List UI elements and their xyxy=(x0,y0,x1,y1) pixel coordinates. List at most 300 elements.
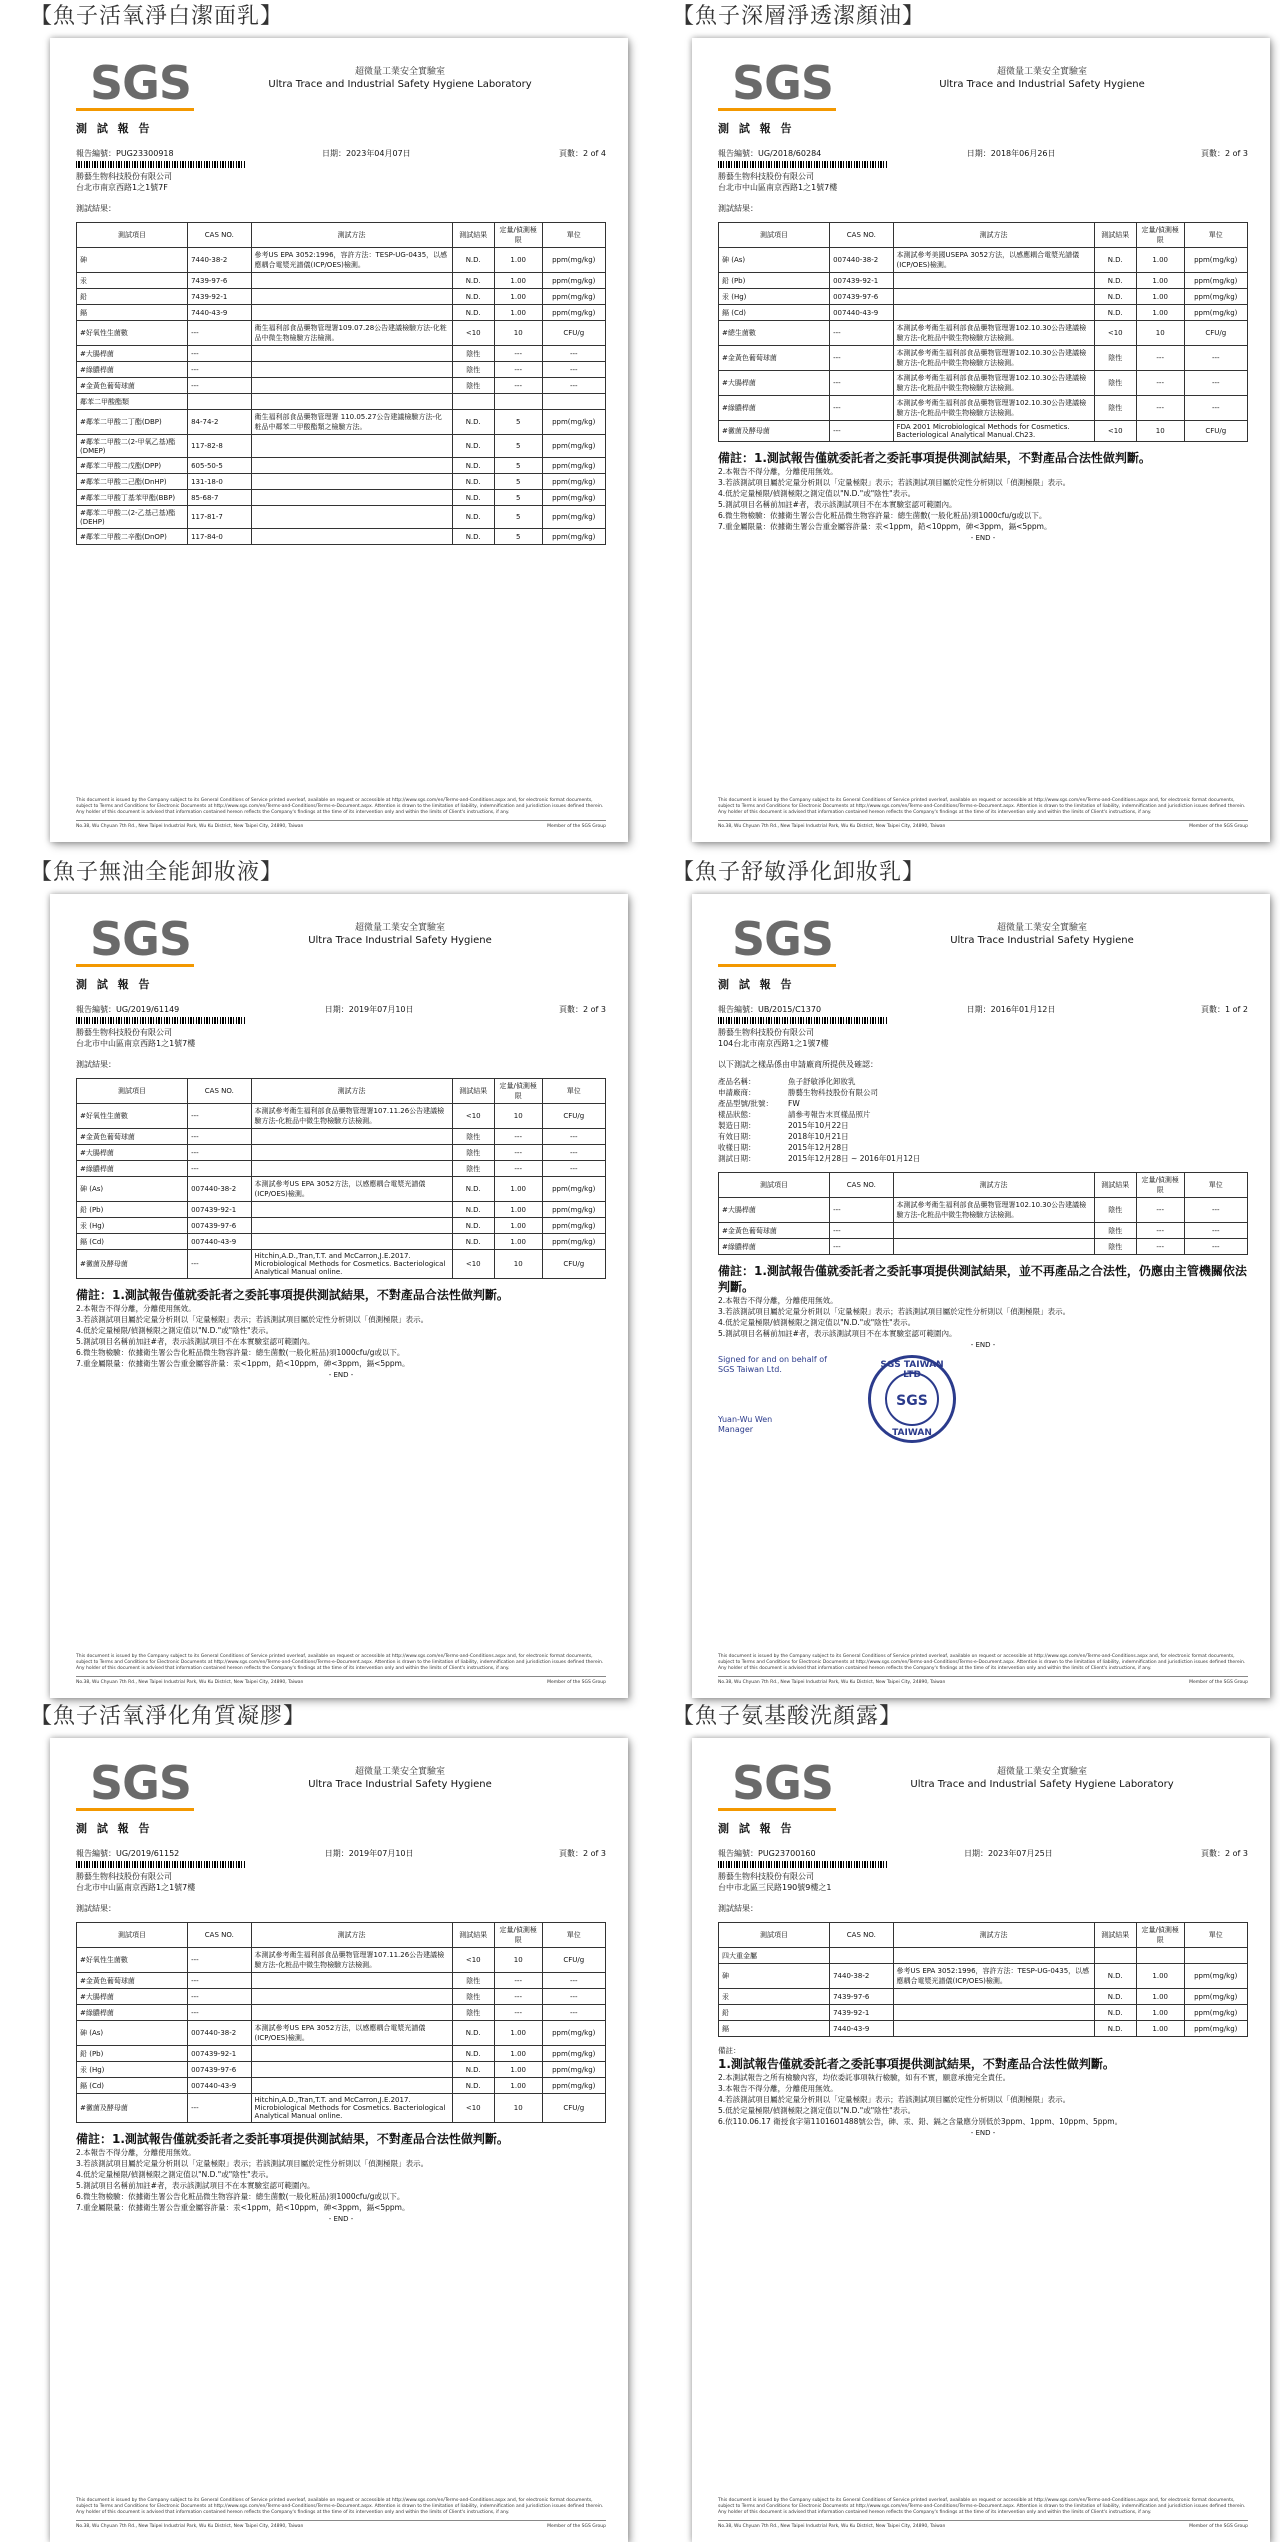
table-row xyxy=(77,1129,606,1145)
table-header: 測試方法 xyxy=(251,1923,452,1948)
table-cell: 本測試參考衛生福利部食品藥物管理署102.10.30公告建議檢驗方法-化粧品中微生物檢驗方法檢測。 xyxy=(893,1198,1094,1223)
footer-address: No.38, Wu Chyuan 7th Rd., New Taipei Industrial Park, Wu Ku District, New Taipei City, 24890, Taiwan xyxy=(76,824,304,829)
table-cell: 1.00 xyxy=(494,2062,542,2078)
table-row xyxy=(77,2021,606,2046)
note-line: 備註：1.測試報告僅就委託者之委託事項提供測試結果，不對產品合法性做判斷。 xyxy=(76,1288,509,1302)
table-cell: 陰性 xyxy=(1094,1223,1136,1239)
table-cell: --- xyxy=(542,378,606,394)
signature-line: Signed for and on behalf of xyxy=(718,1355,827,1364)
table-cell xyxy=(251,1234,452,1250)
table-cell: 陰性 xyxy=(1094,1198,1136,1223)
table-cell: #綠膿桿菌 xyxy=(77,2005,188,2021)
sgs-report-document xyxy=(692,894,1270,1698)
table-cell: --- xyxy=(188,321,251,346)
table-cell: 1.00 xyxy=(494,1177,542,1202)
table-row xyxy=(77,410,606,435)
table-cell: #大腸桿菌 xyxy=(719,371,830,396)
lab-name-en: Ultra Trace and Industrial Safety Hygiene Laboratory xyxy=(268,79,532,90)
table-row xyxy=(719,371,1248,396)
table-header: 單位 xyxy=(542,1079,606,1104)
footer-terms: This document is issued by the Company subject to its General Conditions of Service printed overleaf, available on request or accessible at http://www.sgs.com/en/Terms-and-Conditions.aspx and, for electronic format documents, subject to Terms and Conditions for Electronic Documents at http://www.sgs.com/en/Terms-and-Conditions/Terms-e-Document.aspx. Attention is drawn to the limitation of liability, indemnification and jurisdiction issues defined therein. Any holder of this document is advised that information contained hereon reflects the Company's findings at the time of its intervention only and within the limits of Client's instructions, if any. xyxy=(718,2498,1246,2515)
table-cell: ppm(mg/kg) xyxy=(1184,289,1248,305)
table-cell: 陰性 xyxy=(452,362,494,378)
table-cell: 7439-92-1 xyxy=(830,2005,893,2021)
table-cell: #好氧性生菌數 xyxy=(77,1104,188,1129)
table-cell: 117-84-0 xyxy=(188,529,251,545)
table-header: 單位 xyxy=(542,1923,606,1948)
table-cell: ppm(mg/kg) xyxy=(542,410,606,435)
footer-member: Member of the SGS Group xyxy=(1189,824,1248,829)
table-header: CAS NO. xyxy=(188,1079,251,1104)
table-cell: 砷 xyxy=(77,248,188,273)
table-cell: 5 xyxy=(494,458,542,474)
report-panel xyxy=(672,0,1280,842)
table-row xyxy=(77,506,606,529)
table-header: 測試結果 xyxy=(1094,1923,1136,1948)
table-cell: 陰性 xyxy=(1094,1239,1136,1255)
table-cell: 汞 xyxy=(719,1989,830,2005)
table-cell: --- xyxy=(1184,346,1248,371)
footer-address: No.38, Wu Chyuan 7th Rd., New Taipei Industrial Park, Wu Ku District, New Taipei City, 24890, Taiwan xyxy=(718,824,946,829)
page-label: 頁數： xyxy=(1201,1005,1226,1014)
table-cell: #鄰苯二甲酸二辛酯(DnOP) xyxy=(77,529,188,545)
table-cell: #黴菌及酵母菌 xyxy=(77,1250,188,1279)
table-row xyxy=(77,305,606,321)
table-cell: 1.00 xyxy=(1136,2005,1184,2021)
table-cell: 1.00 xyxy=(1136,1964,1184,1989)
company-address: 台北市中山區南京西路1之1號7樓 xyxy=(76,1883,196,1892)
note-line: 備註：1.測試報告僅就委託者之委託事項提供測試結果，不對產品合法性做判斷。 xyxy=(718,451,1151,465)
sgs-logo: SGS xyxy=(76,1760,194,1811)
table-cell: ppm(mg/kg) xyxy=(542,1177,606,1202)
table-header: 單位 xyxy=(542,223,606,248)
note-line: 備註： xyxy=(718,2046,741,2055)
page-count: 2 of 3 xyxy=(1225,149,1248,158)
end-mark: - END - xyxy=(970,2129,996,2137)
company-name: 勝藝生物科技股份有限公司 xyxy=(76,172,172,181)
report-header xyxy=(76,912,606,974)
table-cell: 本測試參考衛生福利部食品藥物管理署102.10.30公告建議檢驗方法-化粧品中微生物檢驗方法檢測。 xyxy=(893,346,1094,371)
report-meta xyxy=(718,1004,1248,1015)
table-row xyxy=(719,305,1248,321)
table-header: 定量/偵測極限 xyxy=(494,223,542,248)
table-row xyxy=(77,1250,606,1279)
report-title: 測 試 報 告 xyxy=(718,1822,795,1835)
table-cell: #鄰苯二甲酸二己酯(DnHP) xyxy=(77,474,188,490)
table-cell: --- xyxy=(542,1973,606,1989)
table-cell xyxy=(251,1973,452,1989)
table-cell: 鎘 (Cd) xyxy=(719,305,830,321)
table-header: 測試結果 xyxy=(452,223,494,248)
table-cell: #金黃色葡萄球菌 xyxy=(77,1973,188,1989)
results-table xyxy=(76,222,606,545)
table-cell: 陰性 xyxy=(452,1145,494,1161)
table-cell: ppm(mg/kg) xyxy=(542,529,606,545)
note-line: 2.本報告不得分離，分離使用無效。 xyxy=(718,1296,838,1305)
table-cell xyxy=(251,1161,452,1177)
results-table xyxy=(76,1922,606,2123)
table-cell: 5 xyxy=(494,474,542,490)
table-cell: Hitchin,A.D.,Tran,T.T. and McCarron,J.E.2017. Microbiological Methods for Cosmetics. Bacteriological Analytical Manual online. xyxy=(251,2094,452,2123)
table-cell: N.D. xyxy=(1094,289,1136,305)
table-cell: 5 xyxy=(494,410,542,435)
note-line: 5.測試項目名稱前加註#者，表示該測試項目不在本實驗室認可範圍內。 xyxy=(76,1337,315,1346)
table-row xyxy=(77,1145,606,1161)
lab-name-zh: 超微量工業安全實驗室 xyxy=(996,923,1087,933)
table-cell xyxy=(893,1989,1094,2005)
table-header: 測試項目 xyxy=(719,1923,830,1948)
table-cell: #金黃色葡萄球菌 xyxy=(719,1223,830,1239)
table-row xyxy=(77,1202,606,1218)
table-cell: --- xyxy=(188,362,251,378)
product-title: 【魚子舒敏淨化卸妝乳】 xyxy=(672,860,926,885)
table-cell: ppm(mg/kg) xyxy=(1184,273,1248,289)
table-cell: 陰性 xyxy=(452,1973,494,1989)
table-cell xyxy=(1184,1948,1248,1964)
report-no: UG/2018/60284 xyxy=(758,149,822,158)
table-cell: 參考US EPA 3052:1996，容許方法：TESP-UG-0435，以感應耦合電漿光譜儀(ICP/OES)檢測。 xyxy=(251,248,452,273)
table-cell: ppm(mg/kg) xyxy=(542,1218,606,1234)
sgs-report-document xyxy=(50,894,628,1698)
table-cell xyxy=(251,490,452,506)
table-row xyxy=(77,2062,606,2078)
table-cell: ppm(mg/kg) xyxy=(1184,305,1248,321)
product-title: 【魚子氨基酸洗顏露】 xyxy=(672,1704,903,1729)
report-footer xyxy=(76,2498,606,2530)
table-cell: <10 xyxy=(452,1104,494,1129)
table-cell: ppm(mg/kg) xyxy=(542,1202,606,1218)
table-cell xyxy=(1136,1948,1184,1964)
section-label: 測試結果： xyxy=(76,1904,116,1913)
report-footer xyxy=(718,1654,1248,1686)
note-line: 3.若該測試項目屬於定量分析則以「定量極限」表示；若該測試項目屬於定性分析則以「偵測極限」表示。 xyxy=(76,2159,429,2168)
section-label: 以下測試之樣品係由申請廠商所提供及確認： xyxy=(718,1060,878,1069)
report-title: 測 試 報 告 xyxy=(76,1822,153,1835)
table-cell: --- xyxy=(188,1129,251,1145)
table-cell: #黴菌及酵母菌 xyxy=(77,2094,188,2123)
note-line: 7.重金屬限量：依據衛生署公告重金屬容許量：汞<1ppm，鉛<10ppm，砷<3ppm，鎘<5ppm。 xyxy=(718,522,1052,531)
table-cell: --- xyxy=(1136,1223,1184,1239)
table-cell: 10 xyxy=(494,1104,542,1129)
table-cell xyxy=(452,394,494,410)
table-cell: #黴菌及酵母菌 xyxy=(719,421,830,442)
table-cell: 10 xyxy=(494,2094,542,2123)
table-row xyxy=(77,1948,606,1973)
table-cell xyxy=(251,1989,452,2005)
table-row xyxy=(77,529,606,545)
table-cell: N.D. xyxy=(452,1218,494,1234)
table-header: CAS NO. xyxy=(830,1923,893,1948)
table-cell: N.D. xyxy=(1094,2005,1136,2021)
lab-name-zh: 超微量工業安全實驗室 xyxy=(354,1767,445,1777)
table-cell: 本測試參考衛生福利部食品藥物管理署102.10.30公告建議檢驗方法-化粧品中微生物檢驗方法檢測。 xyxy=(893,371,1094,396)
product-title: 【魚子活氧淨白潔面乳】 xyxy=(30,4,284,29)
report-panel xyxy=(30,0,642,842)
table-cell: --- xyxy=(1184,396,1248,421)
table-row xyxy=(77,458,606,474)
table-cell: --- xyxy=(1184,1223,1248,1239)
table-cell xyxy=(542,394,606,410)
table-cell: <10 xyxy=(452,321,494,346)
sgs-logo: SGS xyxy=(718,1760,836,1811)
date-label: 日期： xyxy=(963,1849,988,1858)
table-header: 定量/偵測極限 xyxy=(1136,223,1184,248)
note-line: 2.本測試報告之所有檢驗內容，均依委託事項執行檢驗，如有不實，願意承擔完全責任。 xyxy=(718,2073,1011,2082)
table-row xyxy=(77,2005,606,2021)
table-cell: --- xyxy=(494,346,542,362)
note-line: 7.重金屬限量：依據衛生署公告重金屬容許量：汞<1ppm，鉛<10ppm，砷<3ppm，鎘<5ppm。 xyxy=(76,1359,410,1368)
table-cell: ppm(mg/kg) xyxy=(542,458,606,474)
table-cell: --- xyxy=(830,1198,893,1223)
note-line: 5.低於定量極限/偵測極限之測定值以"N.D."或"陰性"表示。 xyxy=(718,2106,916,2115)
table-header: 單位 xyxy=(1184,1173,1248,1198)
table-cell: ppm(mg/kg) xyxy=(542,305,606,321)
barcode xyxy=(76,1017,246,1024)
table-header: 測試項目 xyxy=(719,223,830,248)
table-cell: N.D. xyxy=(452,435,494,458)
signature-line: SGS Taiwan Ltd. xyxy=(718,1365,782,1374)
table-cell: 參考US EPA 3052:1996，容許方法：TESP-UG-0435，以感應耦合電漿光譜儀(ICP/OES)檢測。 xyxy=(893,1964,1094,1989)
signature-line: Yuan-Wu Wen xyxy=(718,1415,773,1424)
table-cell: CFU/g xyxy=(542,1948,606,1973)
table-cell: <10 xyxy=(1094,421,1136,442)
table-cell: --- xyxy=(494,1161,542,1177)
note-line: 備註：1.測試報告僅就委託者之委託事項提供測試結果，不對產品合法性做判斷。 xyxy=(76,2132,509,2146)
footer-address: No.38, Wu Chyuan 7th Rd., New Taipei Industrial Park, Wu Ku District, New Taipei City, 24890, Taiwan xyxy=(718,1680,946,1685)
sample-info-row: 產品名稱： 魚子舒敏淨化卸妝乳 xyxy=(718,1077,856,1086)
table-cell: N.D. xyxy=(452,410,494,435)
report-date: 2016年01月12日 xyxy=(990,1005,1056,1014)
table-cell: CFU/g xyxy=(542,1104,606,1129)
report-no-label: 報告編號： xyxy=(718,149,758,158)
table-cell xyxy=(251,273,452,289)
table-cell: 鎘 xyxy=(77,305,188,321)
table-cell: 1.00 xyxy=(494,1234,542,1250)
table-row xyxy=(719,321,1248,346)
table-cell: 鉛 (Pb) xyxy=(77,2046,188,2062)
table-header: 測試結果 xyxy=(452,1079,494,1104)
table-cell: ppm(mg/kg) xyxy=(542,2046,606,2062)
sample-info-row: 樣品狀態： 請參考報告末頁樣品照片 xyxy=(718,1110,871,1119)
note-line: 6.依110.06.17 衛授食字第1101601488號公告，砷、汞、鉛、鎘之含量應分別低於3ppm、1ppm、10ppm、5ppm。 xyxy=(718,2117,1123,2126)
footer-terms: This document is issued by the Company subject to its General Conditions of Service printed overleaf, available on request or accessible at http://www.sgs.com/en/Terms-and-Conditions.aspx and, for electronic format documents, subject to Terms and Conditions for Electronic Documents at http://www.sgs.com/en/Terms-and-Conditions/Terms-e-Document.aspx. Attention is drawn to the limitation of liability, indemnification and jurisdiction issues defined therein. Any holder of this document is advised that information contained hereon reflects the Company's findings at the time of its intervention only and within the limits of Client's instructions, if any. xyxy=(76,798,604,815)
note-line: 3.若該測試項目屬於定量分析則以「定量極限」表示；若該測試項目屬於定性分析則以「偵測極限」表示。 xyxy=(718,478,1071,487)
section-label: 測試結果： xyxy=(718,204,758,213)
footer-terms: This document is issued by the Company subject to its General Conditions of Service printed overleaf, available on request or accessible at http://www.sgs.com/en/Terms-and-Conditions.aspx and, for electronic format documents, subject to Terms and Conditions for Electronic Documents at http://www.sgs.com/en/Terms-and-Conditions/Terms-e-Document.aspx. Attention is drawn to the limitation of liability, indemnification and jurisdiction issues defined therein. Any holder of this document is advised that information contained hereon reflects the Company's findings at the time of its intervention only and within the limits of Client's instructions, if any. xyxy=(718,798,1246,815)
table-cell: ppm(mg/kg) xyxy=(542,289,606,305)
table-cell: ppm(mg/kg) xyxy=(1184,2021,1248,2037)
table-cell: N.D. xyxy=(452,529,494,545)
company-address: 台中市北區三民路190號9樓之1 xyxy=(718,1883,832,1892)
table-cell: CFU/g xyxy=(1184,321,1248,346)
table-cell: N.D. xyxy=(452,305,494,321)
product-title: 【魚子深層淨透潔顏油】 xyxy=(672,4,926,29)
lab-name-en: Ultra Trace Industrial Safety Hygiene xyxy=(950,935,1134,946)
date-label: 日期： xyxy=(321,149,346,158)
table-cell: 84-74-2 xyxy=(188,410,251,435)
table-header: 測試結果 xyxy=(1094,1173,1136,1198)
barcode xyxy=(718,161,888,168)
results-table xyxy=(718,1922,1248,2037)
table-row xyxy=(719,396,1248,421)
report-footer xyxy=(76,1654,606,1686)
table-cell: 007440-43-9 xyxy=(188,1234,251,1250)
report-header xyxy=(718,1756,1248,1818)
table-cell xyxy=(251,458,452,474)
section-label: 測試結果： xyxy=(76,204,116,213)
table-row xyxy=(719,248,1248,273)
report-notes xyxy=(76,2131,606,2213)
table-cell xyxy=(251,2046,452,2062)
table-cell: 7439-92-1 xyxy=(188,289,251,305)
lab-name-en: Ultra Trace and Industrial Safety Hygiene Laboratory xyxy=(910,1779,1174,1790)
table-cell: 本測試參考衛生福利部食品藥物管理署102.10.30公告建議檢驗方法-化粧品中微生物檢驗方法檢測。 xyxy=(893,321,1094,346)
table-cell: --- xyxy=(188,1161,251,1177)
note-line: 7.重金屬限量：依據衛生署公告重金屬容許量：汞<1ppm，鉛<10ppm，砷<3ppm，鎘<5ppm。 xyxy=(76,2203,410,2212)
note-line: 4.低於定量極限/偵測極限之測定值以"N.D."或"陰性"表示。 xyxy=(76,1326,274,1335)
results-table xyxy=(76,1078,606,1279)
table-row xyxy=(77,1234,606,1250)
table-cell: 砷 (As) xyxy=(77,1177,188,1202)
table-cell: CFU/g xyxy=(542,2094,606,2123)
company-name: 勝藝生物科技股份有限公司 xyxy=(718,172,814,181)
page-label: 頁數： xyxy=(559,1005,584,1014)
table-cell: --- xyxy=(188,1250,251,1279)
product-title: 【魚子活氧淨化角質凝膠】 xyxy=(30,1704,307,1729)
table-cell: 鎘 (Cd) xyxy=(77,1234,188,1250)
table-cell: --- xyxy=(542,1161,606,1177)
company-name: 勝藝生物科技股份有限公司 xyxy=(76,1872,172,1881)
table-cell: N.D. xyxy=(1094,2021,1136,2037)
table-cell: 本測試參考衛生福利部食品藥物管理署107.11.26公告建議檢驗方法-化粧品中微生物檢驗方法檢測。 xyxy=(251,1104,452,1129)
table-cell: N.D. xyxy=(452,506,494,529)
table-cell: N.D. xyxy=(452,248,494,273)
table-cell: 1.00 xyxy=(494,289,542,305)
barcode xyxy=(718,1861,888,1868)
table-cell: 1.00 xyxy=(494,273,542,289)
table-cell: 本測試參考衛生福利部食品藥物管理署102.10.30公告建議檢驗方法-化粧品中微生物檢驗方法檢測。 xyxy=(893,396,1094,421)
note-line: 4.若該測試項目屬於定量分析則以「定量極限」表示；若該測試項目屬於定性分析則以「偵測極限」表示。 xyxy=(718,2095,1071,2104)
note-line: 6.微生物檢驗：依據衛生署公告化粧品微生物容許量：總生菌數(一般化粧品)須1000cfu/g或以下。 xyxy=(76,2192,405,2201)
sgs-report-document xyxy=(692,38,1270,842)
lab-name-zh: 超微量工業安全實驗室 xyxy=(996,67,1087,77)
table-row xyxy=(77,490,606,506)
sgs-logo: SGS xyxy=(76,60,194,111)
footer-member: Member of the SGS Group xyxy=(547,1680,606,1685)
barcode xyxy=(76,161,246,168)
table-cell: ppm(mg/kg) xyxy=(1184,2005,1248,2021)
table-cell: 007440-43-9 xyxy=(188,2078,251,2094)
table-cell: ppm(mg/kg) xyxy=(1184,1964,1248,1989)
table-cell xyxy=(251,435,452,458)
table-row xyxy=(77,1177,606,1202)
table-header: 測試結果 xyxy=(1094,223,1136,248)
table-cell: 鉛 xyxy=(77,289,188,305)
note-line: 2.本報告不得分離，分離使用無效。 xyxy=(718,467,838,476)
report-meta xyxy=(718,1848,1248,1859)
report-header xyxy=(718,56,1248,118)
report-panel xyxy=(30,1700,642,2542)
table-cell: N.D. xyxy=(452,1202,494,1218)
table-cell: --- xyxy=(188,378,251,394)
table-cell: --- xyxy=(188,1948,251,1973)
table-cell: 鉛 xyxy=(719,2005,830,2021)
report-title: 測 試 報 告 xyxy=(76,978,153,991)
report-notes xyxy=(76,1287,606,1369)
table-cell: #大腸桿菌 xyxy=(719,1198,830,1223)
table-cell: --- xyxy=(188,2094,251,2123)
table-cell xyxy=(251,1218,452,1234)
table-row xyxy=(719,273,1248,289)
table-cell: --- xyxy=(1184,1239,1248,1255)
table-row xyxy=(77,474,606,490)
table-row xyxy=(77,362,606,378)
note-line: 5.測試項目名稱前加註#者，表示該測試項目不在本實驗室認可範圍內。 xyxy=(718,1329,957,1338)
table-cell: N.D. xyxy=(1094,248,1136,273)
table-cell xyxy=(251,529,452,545)
table-row xyxy=(719,1989,1248,2005)
table-cell: --- xyxy=(494,1989,542,2005)
table-row xyxy=(77,2094,606,2123)
report-meta xyxy=(76,148,606,159)
table-cell: N.D. xyxy=(452,458,494,474)
table-cell: ppm(mg/kg) xyxy=(542,1234,606,1250)
company-name: 勝藝生物科技股份有限公司 xyxy=(718,1028,814,1037)
table-cell: 陰性 xyxy=(1094,346,1136,371)
report-title: 測 試 報 告 xyxy=(718,978,795,991)
report-meta xyxy=(76,1848,606,1859)
table-cell: 7439-97-6 xyxy=(188,273,251,289)
note-line: 3.本報告不得分離，分離使用無效。 xyxy=(718,2084,838,2093)
table-cell: 117-81-7 xyxy=(188,506,251,529)
table-cell: --- xyxy=(542,1129,606,1145)
report-footer xyxy=(718,2498,1248,2530)
table-cell: --- xyxy=(494,1129,542,1145)
table-cell xyxy=(893,2005,1094,2021)
table-cell xyxy=(1094,1948,1136,1964)
report-panel xyxy=(672,856,1280,1698)
lab-name-zh: 超微量工業安全實驗室 xyxy=(354,923,445,933)
table-cell: <10 xyxy=(452,1948,494,1973)
table-cell: 鎘 (Cd) xyxy=(77,2078,188,2094)
table-cell: --- xyxy=(494,1145,542,1161)
table-cell: --- xyxy=(830,396,893,421)
report-panel xyxy=(30,856,642,1698)
report-no: PUG23300918 xyxy=(116,149,174,158)
table-cell: 5 xyxy=(494,506,542,529)
table-cell: --- xyxy=(542,1989,606,2005)
table-row xyxy=(77,2078,606,2094)
table-cell xyxy=(251,1129,452,1145)
sample-info-row: 製造日期： 2015年10月22日 xyxy=(718,1121,849,1130)
table-cell: 007439-97-6 xyxy=(188,1218,251,1234)
footer-address: No.38, Wu Chyuan 7th Rd., New Taipei Industrial Park, Wu Ku District, New Taipei City, 24890, Taiwan xyxy=(76,1680,304,1685)
table-cell: 陰性 xyxy=(452,1161,494,1177)
table-cell: 1.00 xyxy=(1136,289,1184,305)
company-address: 台北市南京西路1之1號7F xyxy=(76,183,168,192)
table-cell: #總生菌數 xyxy=(719,321,830,346)
sample-info xyxy=(718,1076,1248,1164)
table-header: 測試方法 xyxy=(251,1079,452,1104)
table-cell: <10 xyxy=(1094,321,1136,346)
table-header: 單位 xyxy=(1184,223,1248,248)
table-cell: 131-18-0 xyxy=(188,474,251,490)
table-cell: #綠膿桿菌 xyxy=(77,362,188,378)
footer-terms: This document is issued by the Company subject to its General Conditions of Service printed overleaf, available on request or accessible at http://www.sgs.com/en/Terms-and-Conditions.aspx and, for electronic format documents, subject to Terms and Conditions for Electronic Documents at http://www.sgs.com/en/Terms-and-Conditions/Terms-e-Document.aspx. Attention is drawn to the limitation of liability, indemnification and jurisdiction issues defined therein. Any holder of this document is advised that information contained hereon reflects the Company's findings at the time of its intervention only and within the limits of Client's instructions, if any. xyxy=(76,2498,604,2515)
report-no-label: 報告編號： xyxy=(718,1005,758,1014)
report-no-label: 報告編號： xyxy=(76,1849,116,1858)
table-cell: 本測試參考US EPA 3052方法，以感應耦合電漿光譜儀(ICP/OES)檢測。 xyxy=(251,2021,452,2046)
